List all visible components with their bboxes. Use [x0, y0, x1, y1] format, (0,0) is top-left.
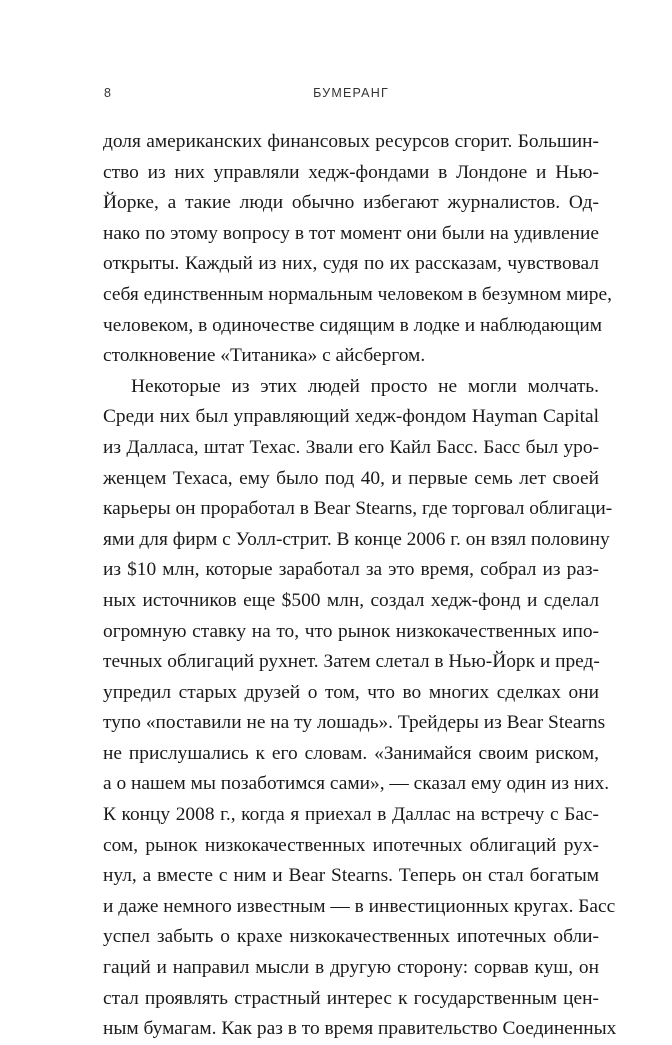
- text-line: успел забыть о крахе низкокачественных ипотечных обли-: [103, 926, 599, 948]
- running-title: БУМЕРАНГ: [313, 86, 389, 100]
- text-line: тупо «поставили не на ту лошадь». Трейдеры из Bear Stearns: [103, 712, 606, 734]
- text-line: К концу 2008 г., когда я приехал в Даллас на встречу с Бас-: [103, 804, 599, 826]
- text-line: огромную ставку на то, что рынок низкокачественных ипо-: [103, 620, 599, 642]
- text-line: Среди них был управляющий хедж-фондом Hayman Capital: [103, 406, 599, 428]
- text-line: человеком, в одиночестве сидящим в лодке и наблюдающим: [103, 314, 603, 336]
- text-line: сом, рынок низкокачественных ипотечных облигаций рух-: [103, 834, 599, 856]
- text-line: доля американских финансовых ресурсов сгорит. Большин-: [103, 131, 599, 152]
- page-number: 8: [104, 86, 113, 100]
- text-line: себя единственным нормальным человеком в безумном мире,: [103, 283, 612, 305]
- text-line: стал проявлять страстный интерес к государственным цен-: [103, 987, 599, 1009]
- text-line: гаций и направил мысли в другую сторону: сорвав куш, он: [103, 957, 599, 979]
- text-line: а о нашем мы позаботимся сами», — сказал ему один из них.: [103, 773, 610, 795]
- running-header: [104, 86, 598, 106]
- text-line: Некоторые из этих людей просто не могли молчать.: [131, 375, 599, 397]
- paragraph-1: [103, 127, 612, 372]
- paragraph-2: [103, 372, 617, 1045]
- text-line: нако по этому вопросу в тот момент они были на удивление: [103, 222, 599, 244]
- body-text: [103, 127, 617, 1045]
- text-line: ство из них управляли хедж-фондами в Лондоне и Нью-: [103, 161, 599, 183]
- text-line: и даже немного известным — в инвестиционных кругах. Басс: [103, 895, 616, 917]
- text-line: течных облигаций рухнет. Затем слетал в Нью-Йорк и пред-: [103, 651, 600, 673]
- text-line: из Далласа, штат Техас. Звали его Кайл Басс. Басс был уро-: [103, 436, 599, 458]
- text-line: карьеры он проработал в Bear Stearns, где торговал облигаци-: [103, 498, 613, 520]
- text-line: столкновение «Титаника» с айсбергом.: [103, 345, 426, 367]
- text-line: ями для фирм с Уолл-стрит. В конце 2006 г. он взял половину: [103, 528, 610, 550]
- text-line: открыты. Каждый из них, судя по их рассказам, чувствовал: [103, 253, 599, 275]
- text-line: ных источников еще $500 млн, создал хедж-фонд и сделал: [103, 589, 599, 611]
- text-line: Йорке, а такие люди обычно избегают журналистов. Од-: [103, 192, 599, 214]
- text-line: упредил старых друзей о том, что во многих сделках они: [103, 681, 599, 703]
- text-line: ным бумагам. Как раз в то время правительство Соединенных: [103, 1018, 617, 1040]
- text-line: женцем Техаса, ему было под 40, и первые семь лет своей: [103, 467, 599, 489]
- text-line: нул, а вместе с ним и Bear Stearns. Теперь он стал богатым: [103, 865, 599, 887]
- text-line: из $10 млн, которые заработал за это время, собрал из раз-: [103, 559, 599, 581]
- text-line: не прислушались к его словам. «Занимайся своим риском,: [103, 742, 599, 764]
